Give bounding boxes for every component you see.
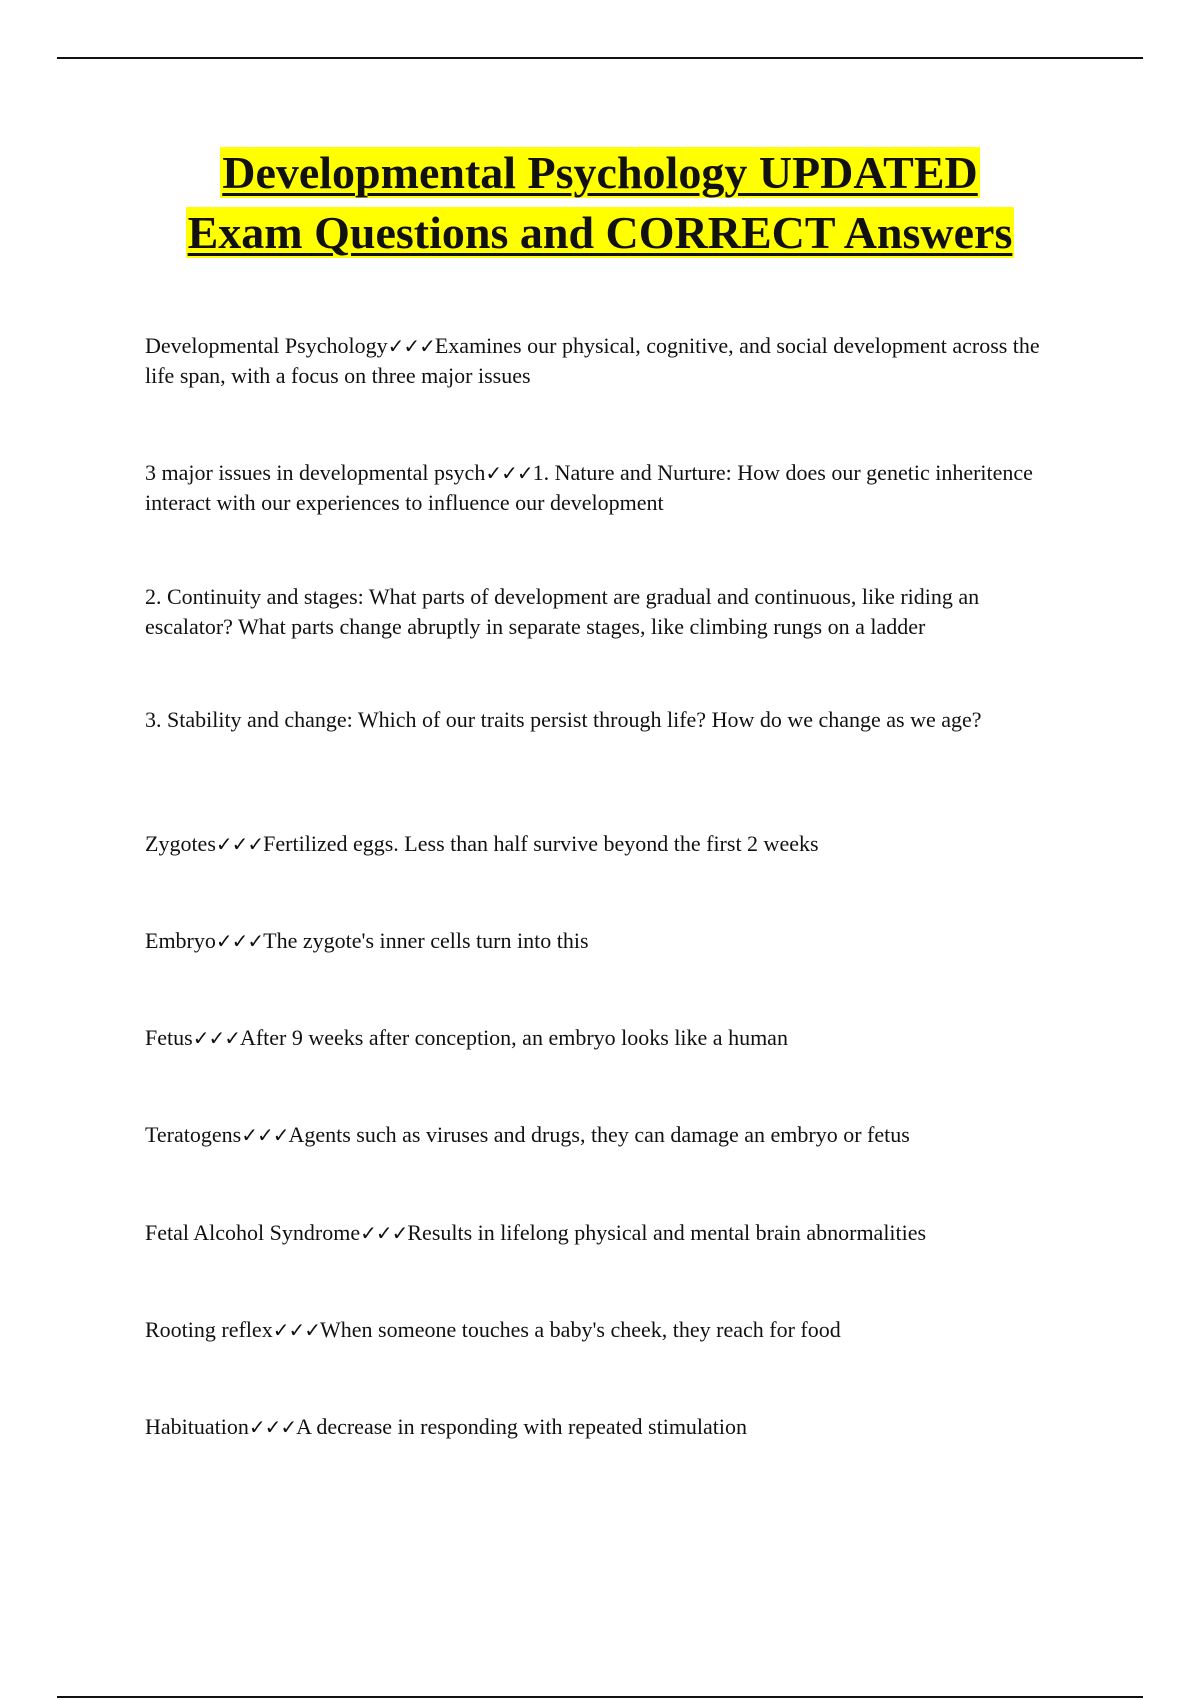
check-marks-icon: ✓✓✓ bbox=[248, 1415, 297, 1439]
check-marks-icon: ✓✓✓ bbox=[387, 334, 435, 358]
top-rule bbox=[57, 57, 1143, 59]
term: Teratogens bbox=[145, 1122, 242, 1147]
qa-item-fetal-alcohol-syndrome bbox=[145, 1218, 1045, 1248]
check-marks-icon: ✓✓✓ bbox=[241, 1123, 289, 1147]
definition: Results in lifelong physical and mental brain abnormalities bbox=[407, 1220, 927, 1245]
qa-item-stability bbox=[145, 705, 1045, 735]
qa-item-habituation bbox=[145, 1412, 1045, 1442]
title-line-1: Developmental Psychology UPDATED bbox=[222, 147, 978, 198]
qa-item-major-issues bbox=[145, 458, 1045, 518]
definition: Fertilized eggs. Less than half survive beyond the first 2 weeks bbox=[263, 831, 819, 856]
definition: 2. Continuity and stages: What parts of development are gradual and continuous, like riding an escalator? What parts change abruptly in separate stages, like climbing rungs on a ladder bbox=[145, 584, 980, 639]
check-marks-icon: ✓✓✓ bbox=[192, 1026, 240, 1050]
definition: Agents such as viruses and drugs, they can damage an embryo or fetus bbox=[288, 1122, 910, 1147]
term: Developmental Psychology bbox=[145, 333, 388, 358]
term: Zygotes bbox=[145, 831, 216, 856]
qa-item-fetus bbox=[145, 1023, 1045, 1053]
term: Habituation bbox=[145, 1414, 249, 1439]
qa-item-continuity bbox=[145, 582, 1045, 642]
document-title bbox=[0, 143, 1200, 263]
title-line-2: Exam Questions and CORRECT Answers bbox=[187, 207, 1013, 258]
check-marks-icon: ✓✓✓ bbox=[485, 461, 533, 485]
qa-item-developmental-psychology bbox=[145, 331, 1045, 391]
definition: When someone touches a baby's cheek, they reach for food bbox=[319, 1317, 841, 1342]
qa-item-rooting-reflex bbox=[145, 1315, 1045, 1345]
check-marks-icon: ✓✓✓ bbox=[215, 929, 264, 953]
definition: A decrease in responding with repeated stimulation bbox=[296, 1414, 748, 1439]
check-marks-icon: ✓✓✓ bbox=[215, 832, 264, 856]
definition: 3. Stability and change: Which of our traits persist through life? How do we change as we age? bbox=[145, 707, 982, 732]
definition: The zygote's inner cells turn into this bbox=[263, 928, 589, 953]
term: 3 major issues in developmental psych bbox=[145, 460, 486, 485]
bottom-rule bbox=[57, 1696, 1143, 1698]
term: Rooting reflex bbox=[145, 1317, 273, 1342]
term: Fetal Alcohol Syndrome bbox=[145, 1220, 361, 1245]
definition: Examines our physical, cognitive, and social development across the life span, with a focus on three major issues bbox=[145, 333, 1040, 388]
definition: After 9 weeks after conception, an embryo looks like a human bbox=[239, 1025, 788, 1050]
qa-item-teratogens bbox=[145, 1120, 1045, 1150]
check-marks-icon: ✓✓✓ bbox=[272, 1318, 320, 1342]
term: Embryo bbox=[145, 928, 216, 953]
definition: 1. Nature and Nurture: How does our genetic inheritence interact with our experiences to influence our development bbox=[145, 460, 1033, 515]
qa-item-embryo bbox=[145, 926, 1045, 956]
qa-item-zygotes bbox=[145, 829, 1045, 859]
term: Fetus bbox=[145, 1025, 193, 1050]
check-marks-icon: ✓✓✓ bbox=[360, 1221, 408, 1245]
